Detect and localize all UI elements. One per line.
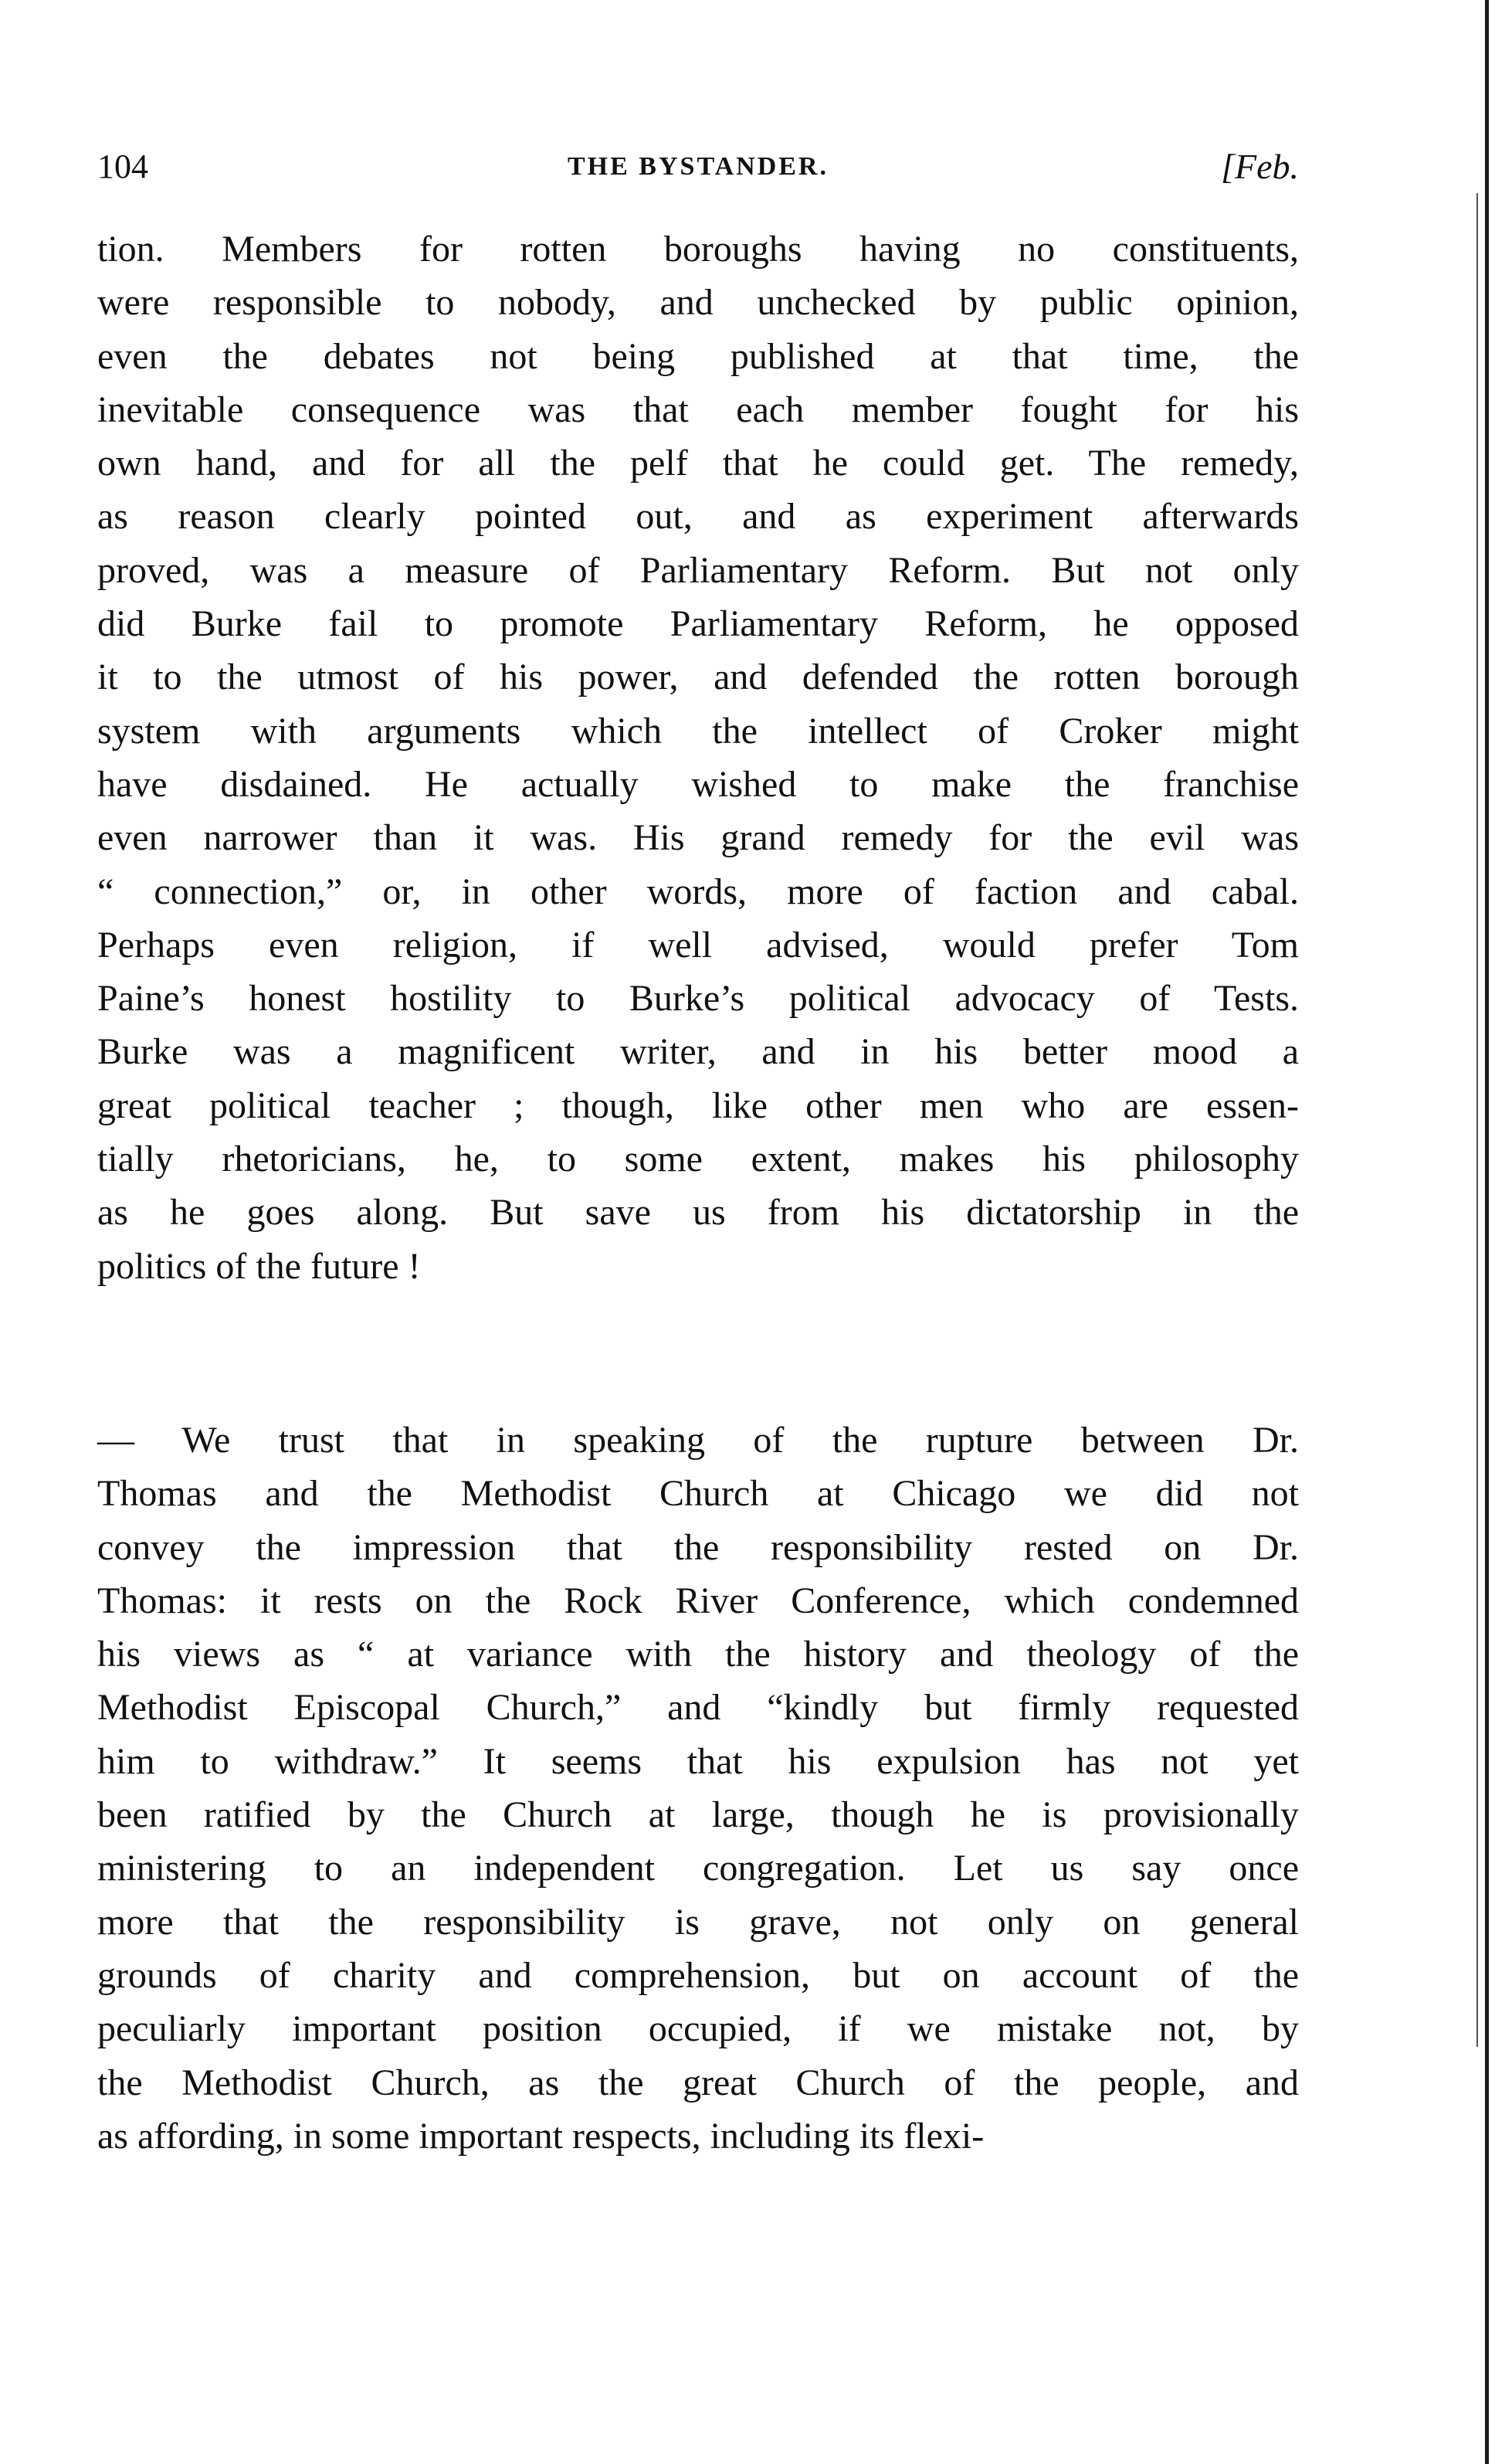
text-line: Paine’s honest hostility to Burke’s political advocacy of Tests. (97, 978, 1299, 1020)
text-line: Thomas and the Methodist Church at Chicago we did not (97, 1473, 1299, 1515)
text-line: did Burke fail to promote Parliamentary Reform, he opposed (97, 603, 1299, 645)
text-line: Thomas: it rests on the Rock River Conference, which condemned (97, 1580, 1299, 1621)
text-line: him to withdraw.” It seems that his expulsion has not yet (97, 1740, 1299, 1782)
text-line: convey the impression that the responsibility rested on Dr. (97, 1526, 1299, 1568)
text-line: even narrower than it was. His grand remedy for the evil was (97, 817, 1299, 859)
issue-month: [Feb. (1221, 147, 1299, 186)
text-line: peculiarly important position occupied, if we mistake not, by (97, 2008, 1299, 2050)
text-line: “ connection,” or, in other words, more of faction and cabal. (97, 871, 1299, 912)
text-line: Burke was a magnificent writer, and in his better mood a (97, 1031, 1299, 1073)
text-line: as he goes along. But save us from his dictatorship in the (97, 1192, 1299, 1234)
text-line: have disdained. He actually wished to make the franchise (97, 763, 1299, 805)
scan-edge-shadow (1485, 0, 1489, 2464)
page-number: 104 (97, 148, 148, 185)
text-line: it to the utmost of his power, and defended the rotten borough (97, 657, 1299, 698)
text-line: the Methodist Church, as the great Church of the people, and (97, 2062, 1299, 2103)
text-line: as affording, in some important respects, including its flexi- (97, 2115, 985, 2157)
paragraph-burke (97, 222, 1299, 1293)
text-line: ministering to an independent congregation. Let us say once (97, 1848, 1299, 1889)
text-line: system with arguments which the intellect of Croker might (97, 710, 1299, 752)
text-line: own hand, and for all the pelf that he could get. The remedy, (97, 443, 1299, 484)
text-line: even the debates not being published at that time, the (97, 335, 1299, 377)
text-line: as reason clearly pointed out, and as experiment afterwards (97, 496, 1299, 538)
text-line: proved, was a measure of Parliamentary Reform. But not only (97, 549, 1299, 591)
text-line: tially rhetoricians, he, to some extent, makes his philosophy (97, 1139, 1299, 1180)
running-title: THE BYSTANDER. (568, 152, 829, 181)
text-line: great political teacher ; though, like other men who are essen- (97, 1084, 1299, 1126)
paragraph-thomas-methodist (97, 1414, 1299, 2163)
text-line: were responsible to nobody, and unchecked by public opinion, (97, 282, 1299, 324)
text-line: grounds of charity and comprehension, but on account of the (97, 1954, 1299, 1996)
text-line: inevitable consequence was that each member fought for his (97, 389, 1299, 430)
text-line: his views as “ at variance with the history and theology of the (97, 1634, 1299, 1675)
text-line: tion. Members for rotten boroughs having no constituents, (97, 229, 1299, 270)
text-line: Perhaps even religion, if well advised, would prefer Tom (97, 924, 1299, 966)
text-line: been ratified by the Church at large, though he is provisionally (97, 1794, 1299, 1836)
text-line: — We trust that in speaking of the rupture between Dr. (97, 1420, 1299, 1461)
running-header (97, 144, 1299, 190)
text-line: more that the responsibility is grave, not only on general (97, 1901, 1299, 1943)
text-line: politics of the future ! (97, 1245, 421, 1287)
text-line: Methodist Episcopal Church,” and “kindly but firmly requested (97, 1687, 1299, 1729)
scan-edge-line (1476, 193, 1478, 2047)
